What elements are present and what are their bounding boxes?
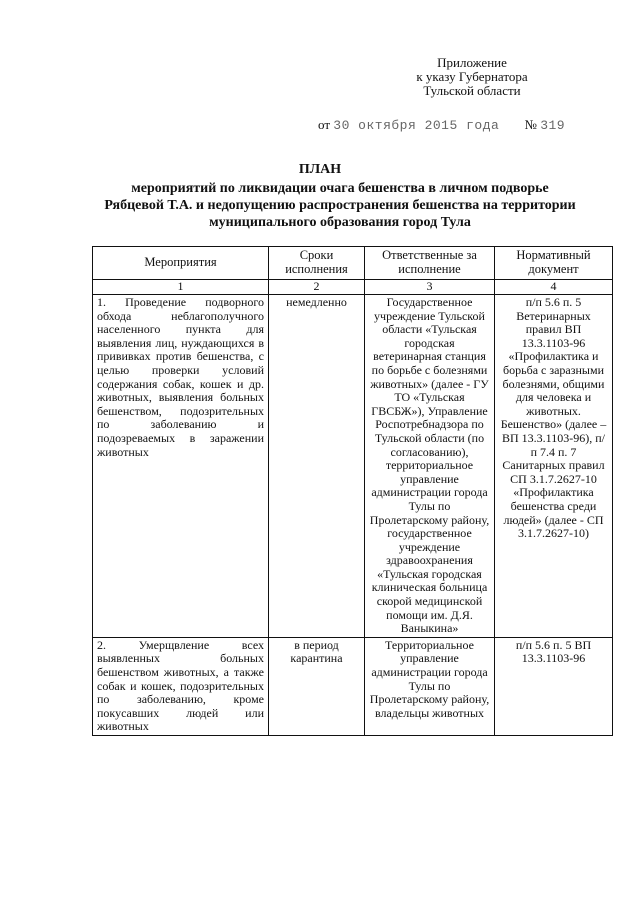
appendix-line-3: Тульской области	[423, 83, 521, 98]
row-responsible: Территориальное управление администрации города Тулы по Пролетарскому району, владельцы животных	[365, 637, 495, 735]
row-measure: 1. Проведение подворного обхода неблагополучного населенного пункта для выявления лиц, нуждающихся в прививках против бешенства, с целью проверки условий содержания собак, кошек и др. животных, выявления больных бешенством, подозрительных по заболеванию и подозреваемых в заражении животных	[93, 295, 269, 638]
header-responsible: Ответственные за исполнение	[365, 247, 495, 280]
order-number-line	[318, 117, 565, 133]
appendix-line-2: к указу Губернатора	[416, 69, 528, 84]
column-number-row	[93, 280, 613, 295]
table-row	[93, 637, 613, 735]
order-number-stamp: 319	[540, 118, 566, 133]
column-number: 2	[269, 280, 365, 295]
column-number: 1	[93, 280, 269, 295]
header-terms: Сроки исполнения	[269, 247, 365, 280]
order-date-stamp: 30 октября 2015 года	[333, 118, 500, 133]
table-row	[93, 295, 613, 638]
document-title: ПЛАН	[298, 162, 342, 177]
column-number: 4	[495, 280, 613, 295]
header-document: Нормативный документ	[495, 247, 613, 280]
column-number: 3	[365, 280, 495, 295]
row-measure: 2. Умерщвление всех выявленных больных бешенством животных, а также собак и кошек, подозрительных по заболеванию, кроме покусавших людей или животных	[93, 637, 269, 735]
row-document: п/п 5.6 п. 5 ВП 13.3.1103-96	[495, 637, 613, 735]
row-term: в период карантина	[269, 637, 365, 735]
appendix-block	[372, 56, 572, 98]
appendix-line-1: Приложение	[437, 55, 507, 70]
row-document: п/п 5.6 п. 5 Ветеринарных правил ВП 13.3.1103-96 «Профилактика и борьба с заразными болезнями, общими для человека и животных. Бешенство» (далее – ВП 13.3.1103-96), п/п 7.4 п. 7 Санитарных правил СП 3.1.7.2627-10 «Профилактика бешенства среди людей» (далее - СП 3.1.7.2627-10)	[495, 295, 613, 638]
row-term: немедленно	[269, 295, 365, 638]
document-subtitle: мероприятий по ликвидации очага бешенства в личном подворье Рябцевой Т.А. и недопущению распространения бешенства на территории муниципального образования город Тула	[104, 181, 576, 230]
order-num-sign: №	[524, 117, 537, 132]
header-measures: Мероприятия	[93, 247, 269, 280]
table-header-row	[93, 247, 613, 280]
order-prefix: от	[318, 117, 331, 132]
plan-table	[92, 246, 613, 736]
row-responsible: Государственное учреждение Тульской области «Тульская городская ветеринарная станция по борьбе с болезнями животных» (далее - ГУ ТО «Тульская ГВСБЖ»), Управление Роспотребнадзора по Тульской области (по согласованию), территориальное управление администрации города Тулы по Пролетарскому району, государственное учреждение здравоохранения «Тульская городская клиническая больница скорой медицинской помощи им. Д.Я. Ваныкина»	[365, 295, 495, 638]
